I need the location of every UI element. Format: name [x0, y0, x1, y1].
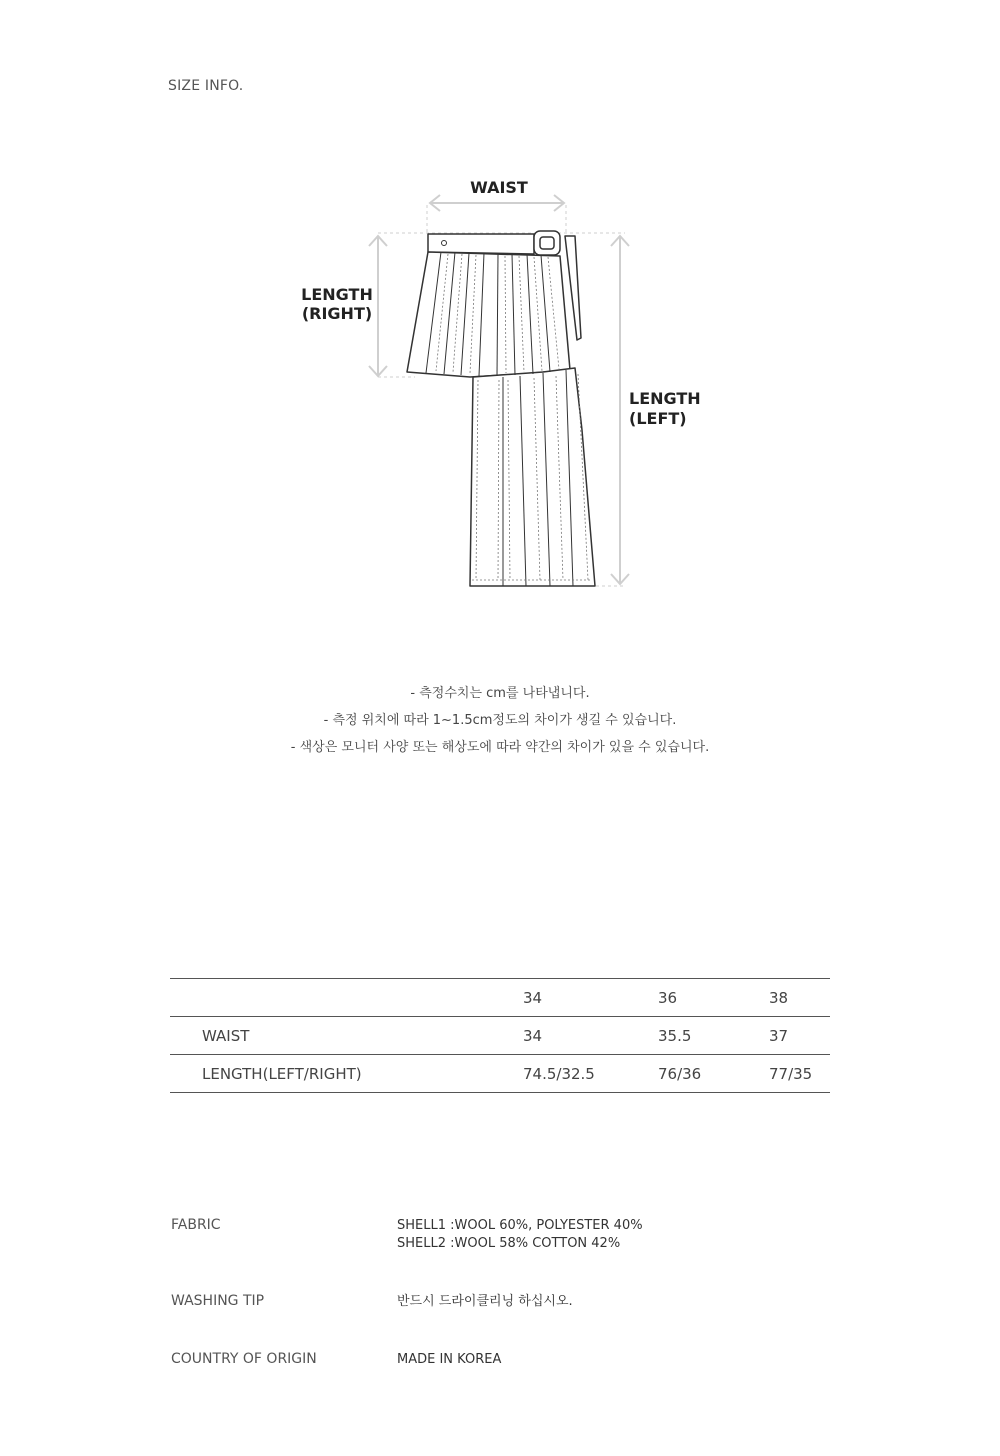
washing-tip-value: 반드시 드라이클리닝 하십시오. [397, 1294, 573, 1309]
washing-tip-label: WASHING TIP [171, 1293, 265, 1309]
table-cell: 74.5/32.5 [523, 1055, 658, 1093]
fabric-value [397, 1217, 643, 1253]
table-header-cell: 36 [658, 979, 769, 1017]
waist-label: WAIST [470, 178, 528, 197]
table-header-row [170, 979, 830, 1017]
table-row [170, 1017, 830, 1055]
table-cell: 35.5 [658, 1017, 769, 1055]
measurement-notes [0, 680, 1000, 761]
table-cell: 34 [523, 1017, 658, 1055]
buckle-icon [534, 231, 560, 255]
note-line: - 측정수치는 cm를 나타냅니다. [410, 686, 590, 701]
table-row [170, 1055, 830, 1093]
size-table [170, 978, 830, 1093]
length-right-label-1: LENGTH [301, 285, 373, 304]
row-label: WAIST [170, 1017, 523, 1055]
length-right-label-2: (RIGHT) [301, 304, 373, 323]
origin-value: MADE IN KOREA [397, 1352, 502, 1367]
table-cell: 37 [769, 1017, 830, 1055]
origin-label: COUNTRY OF ORIGIN [171, 1351, 317, 1367]
fabric-line: SHELL2 :WOOL 58% COTTON 42% [397, 1236, 621, 1251]
table-cell: 77/35 [769, 1055, 830, 1093]
table-cell: 76/36 [658, 1055, 769, 1093]
section-title: SIZE INFO. [168, 78, 244, 94]
length-left-label-2: (LEFT) [629, 409, 687, 428]
table-header-cell: 38 [769, 979, 830, 1017]
fabric-label: FABRIC [171, 1217, 221, 1233]
fabric-line: SHELL1 :WOOL 60%, POLYESTER 40% [397, 1218, 643, 1233]
note-line: - 색상은 모니터 사양 또는 해상도에 따라 약간의 차이가 있을 수 있습니다. [290, 740, 710, 755]
table-header-cell [170, 979, 523, 1017]
button-icon [442, 241, 447, 246]
length-left-label-1: LENGTH [629, 389, 701, 408]
table-header-cell: 34 [523, 979, 658, 1017]
waist-arrow [430, 195, 564, 211]
note-line: - 측정 위치에 따라 1~1.5cm정도의 차이가 생길 수 있습니다. [323, 713, 677, 728]
garment-diagram [0, 0, 1000, 640]
length-left-arrow [611, 236, 629, 584]
row-label: LENGTH(LEFT/RIGHT) [170, 1055, 523, 1093]
